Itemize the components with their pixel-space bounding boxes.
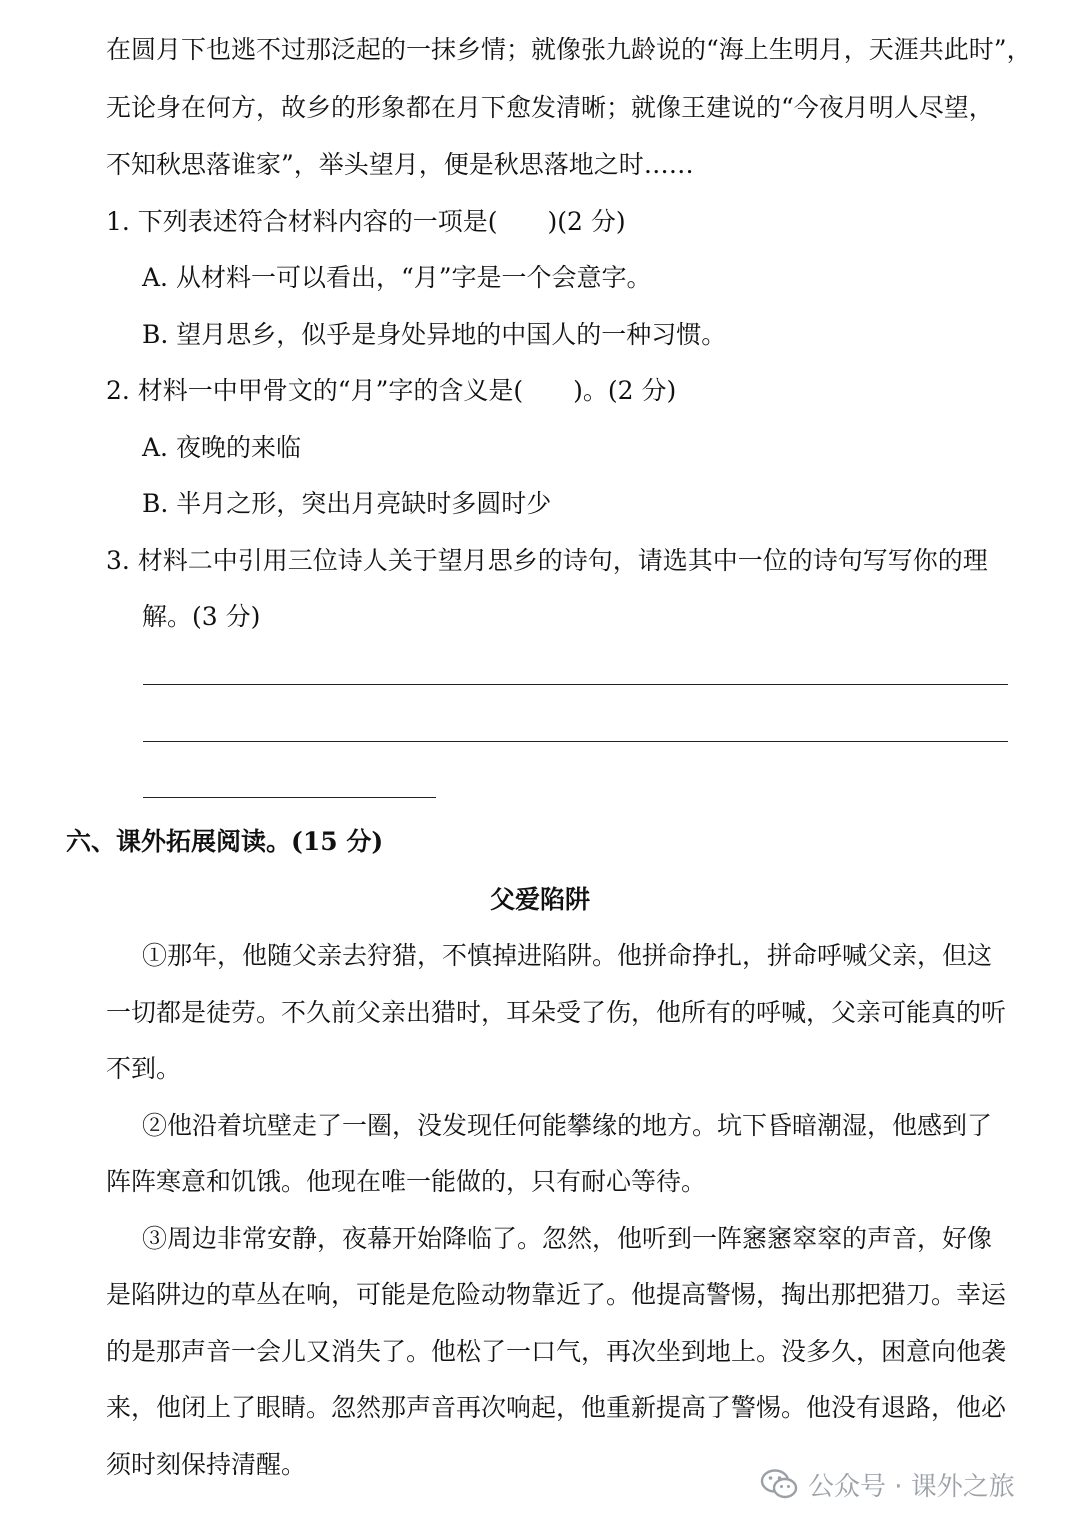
paragraph-line: 不到。 — [106, 1054, 182, 1083]
paragraph-line: ①那年，他随父亲去狩猎，不慎掉进陷阱。他拼命挣扎，拼命呼喊父亲，但这 — [142, 941, 993, 970]
section-heading: 六、课外拓展阅读。(15 分) — [66, 827, 384, 856]
watermark-text: 公众号 · 课外之旅 — [808, 1471, 1015, 1502]
paragraph-line: 的是那声音一会儿又消失了。他松了一口气，再次坐到地上。没多久，困意向他袭 — [106, 1337, 1007, 1366]
answer-line-1 — [143, 684, 1008, 685]
wechat-icon — [760, 1468, 798, 1500]
paragraph-line: 须时刻保持清醒。 — [106, 1450, 307, 1479]
question-3-stem: 3. 材料二中引用三位诗人关于望月思乡的诗句，请选其中一位的诗句写写你的理 — [106, 546, 988, 575]
question-1-stem: 1. 下列表述符合材料内容的一项是( )(2 分) — [106, 207, 626, 236]
paragraph-line: ③周边非常安静，夜幕开始降临了。忽然，他听到一阵窸窸窣窣的声音，好像 — [142, 1224, 993, 1253]
question-2-stem: 2. 材料一中甲骨文的“月”字的含义是( )。(2 分) — [106, 376, 677, 405]
answer-line-2 — [143, 741, 1008, 742]
question-1-option-b: B. 望月思乡，似乎是身处异地的中国人的一种习惯。 — [142, 320, 727, 349]
watermark — [760, 1464, 1015, 1504]
question-2-option-b: B. 半月之形，突出月亮缺时多圆时少 — [142, 489, 552, 518]
paragraph-line: 是陷阱边的草丛在响，可能是危险动物靠近了。他提高警惕，掏出那把猎刀。幸运 — [106, 1280, 1007, 1309]
passage-line-2: 无论身在何方，故乡的形象都在月下愈发清晰；就像王建说的“今夜月明人尽望， — [106, 93, 994, 122]
question-3-stem-cont: 解。(3 分) — [142, 602, 261, 631]
question-1-option-a: A. 从材料一可以看出，“月”字是一个会意字。 — [142, 263, 652, 292]
paragraph-line: ②他沿着坑壁走了一圈，没发现任何能攀缘的地方。坑下昏暗潮湿，他感到了 — [142, 1111, 993, 1140]
answer-line-3 — [143, 797, 436, 798]
passage-line-3: 不知秋思落谁家”，举头望月，便是秋思落地之时…… — [106, 150, 694, 179]
paragraph-line: 阵阵寒意和饥饿。他现在唯一能做的，只有耐心等待。 — [106, 1167, 707, 1196]
paragraph-line: 来，他闭上了眼睛。忽然那声音再次响起，他重新提高了警惕。他没有退路，他必 — [106, 1393, 1007, 1422]
paragraph-line: 一切都是徒劳。不久前父亲出猎时，耳朵受了伤，他所有的呼喊，父亲可能真的听 — [106, 998, 1007, 1027]
reading-title: 父爱陷阱 — [489, 885, 590, 914]
question-2-option-a: A. 夜晚的来临 — [142, 433, 301, 462]
passage-line-1: 在圆月下也逃不过那泛起的一抹乡情；就像张九龄说的“海上生明月，天涯共此时”， — [106, 35, 1032, 64]
